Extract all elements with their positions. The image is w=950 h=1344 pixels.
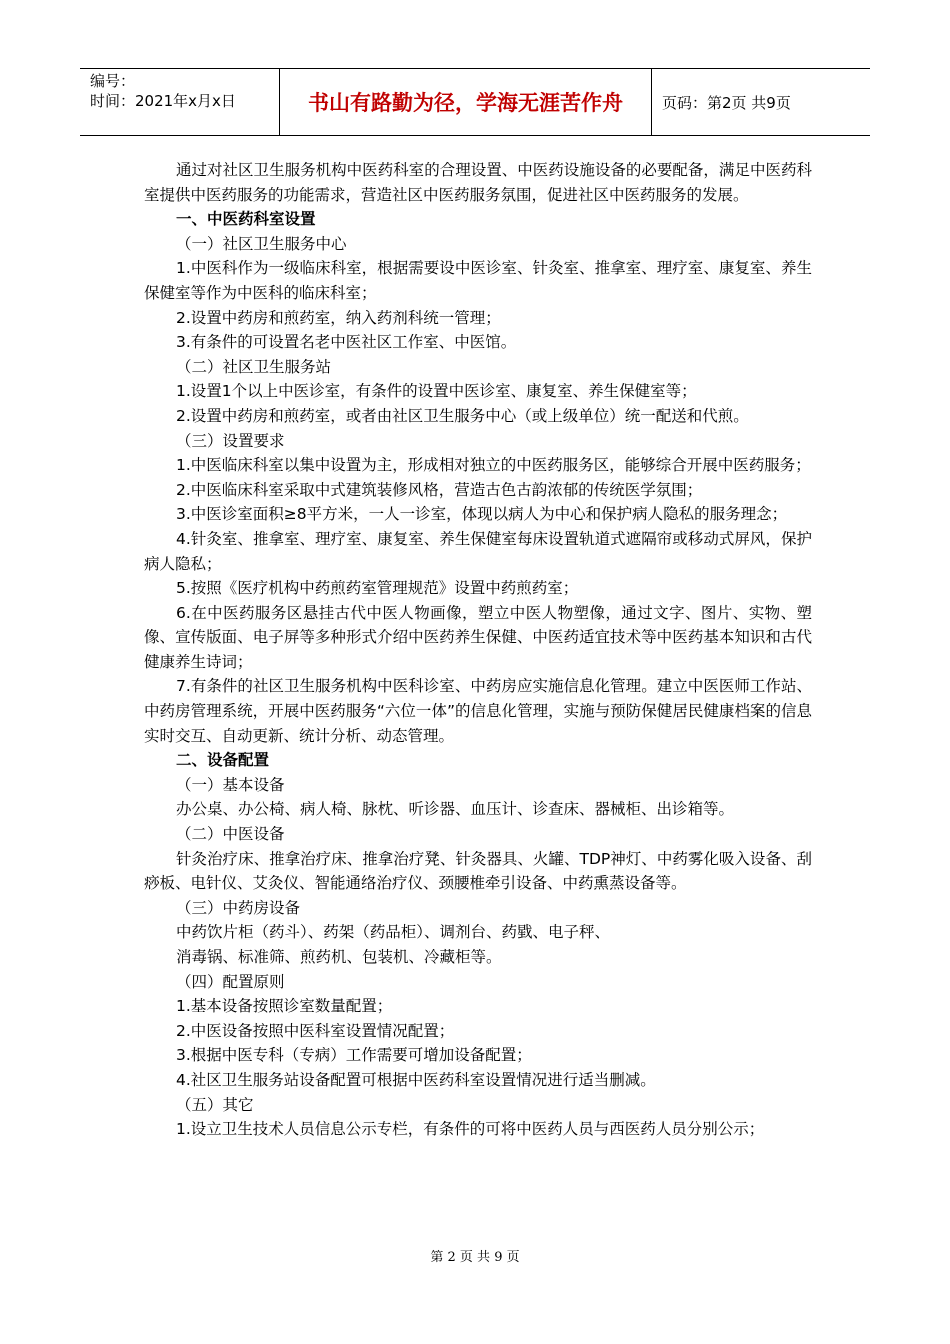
intro-paragraph: 通过对社区卫生服务机构中医药科室的合理设置、中医药设施设备的必要配备，满足中医药科室提供中医药服务的功能需求，营造社区中医药服务氛围，促进社区中医药服务的发展。: [144, 161, 812, 204]
list-item: 6.在中医药服务区悬挂古代中医人物画像，塑立中医人物塑像，通过文字、图片、实物、塑像、宣传版面、电子屏等多种形式介绍中医药养生保健、中医药适宜技术等中医药基本知识和古代健康养生诗词；: [144, 603, 812, 671]
document-body: [144, 158, 812, 1142]
document-number-label: 编号：: [90, 72, 136, 90]
list-item: 1.设置1个以上中医诊室，有条件的设置中医诊室、康复室、养生保健室等；: [176, 382, 697, 401]
subsection-heading: （一）基本设备: [176, 775, 285, 794]
paragraph-line: 消毒锅、标准筛、煎药机、包装机、冷藏柜等。: [176, 948, 502, 966]
list-item: 1.中医临床科室以集中设置为主，形成相对独立的中医药服务区，能够综合开展中医药服务；: [176, 456, 811, 475]
list-item: 2.设置中药房和煎药室，或者由社区卫生服务中心（或上级单位）统一配送和代煎。: [176, 406, 749, 425]
header-meta: [80, 69, 280, 135]
subsection-heading: （一）社区卫生服务中心: [176, 234, 347, 253]
paragraph: 办公桌、办公椅、病人椅、脉枕、听诊器、血压计、诊查床、器械柜、出诊箱等。: [176, 800, 735, 819]
list-item: 2.设置中药房和煎药室，纳入药剂科统一管理；: [176, 308, 501, 327]
subsection-heading: （二）中医设备: [176, 825, 285, 844]
section-heading: 一、中医药科室设置: [176, 210, 316, 229]
header-motto: 书山有路勤为径，学海无涯苦作舟: [280, 69, 652, 135]
list-item: 7.有条件的社区卫生服务机构中医科诊室、中药房应实施信息化管理。建立中医医师工作站、中药房管理系统，开展中医药服务“六位一体”的信息化管理，实施与预防保健居民健康档案的信息实时交互、自动更新、统计分析、动态管理。: [144, 677, 812, 745]
subsection-heading: （五）其它: [176, 1095, 254, 1114]
page-footer: 第 2 页 共 9 页: [430, 1250, 520, 1265]
list-item: 5.按照《医疗机构中药煎药室管理规范》设置中药煎药室；: [176, 579, 579, 598]
list-item: 3.根据中医专科（专病）工作需要可增加设备配置；: [176, 1046, 532, 1065]
list-item: 2.中医设备按照中医科室设置情况配置；: [176, 1021, 455, 1040]
section-heading: 二、设备配置: [176, 751, 270, 770]
subsection-heading: （二）社区卫生服务站: [176, 357, 332, 376]
list-item: 3.有条件的可设置名老中医社区工作室、中医馆。: [176, 333, 517, 352]
list-item: 2.中医临床科室采取中式建筑装修风格，营造古色古韵浓郁的传统医学氛围；: [176, 480, 703, 499]
list-item: 3.中医诊室面积≥8平方米，一人一诊室，体现以病人为中心和保护病人隐私的服务理念；: [176, 505, 788, 524]
subsection-heading: （四）配置原则: [176, 972, 285, 991]
list-item: 4.针灸室、推拿室、理疗室、康复室、养生保健室每床设置轨道式遮隔帘或移动式屏风，保护病人隐私；: [144, 529, 812, 573]
list-item: 4.社区卫生服务站设备配置可根据中医药科室设置情况进行适当删减。: [176, 1070, 656, 1089]
page-header: [80, 68, 870, 136]
document-date: 时间：2021年x月x日: [90, 92, 236, 110]
header-page-info: 页码：第2页 共9页: [662, 93, 791, 112]
list-item: 1.中医科作为一级临床科室，根据需要设中医诊室、针灸室、推拿室、理疗室、康复室、养生保健室等作为中医科的临床科室；: [144, 259, 812, 302]
subsection-heading: （三）设置要求: [176, 431, 285, 450]
list-item: 1.基本设备按照诊室数量配置；: [176, 997, 393, 1016]
list-item: 1.设立卫生技术人员信息公示专栏，有条件的可将中医药人员与西医药人员分别公示；: [176, 1120, 765, 1139]
subsection-heading: （三）中药房设备: [176, 898, 301, 917]
paragraph: 针灸治疗床、推拿治疗床、推拿治疗凳、针灸器具、火罐、TDP神灯、中药雾化吸入设备、刮痧板、电针仪、艾灸仪、智能通络治疗仪、颈腰椎牵引设备、中药熏蒸设备等。: [144, 849, 812, 893]
paragraph-line: 中药饮片柜（药斗）、药架（药品柜）、调剂台、药戥、电子秤、: [176, 923, 611, 942]
